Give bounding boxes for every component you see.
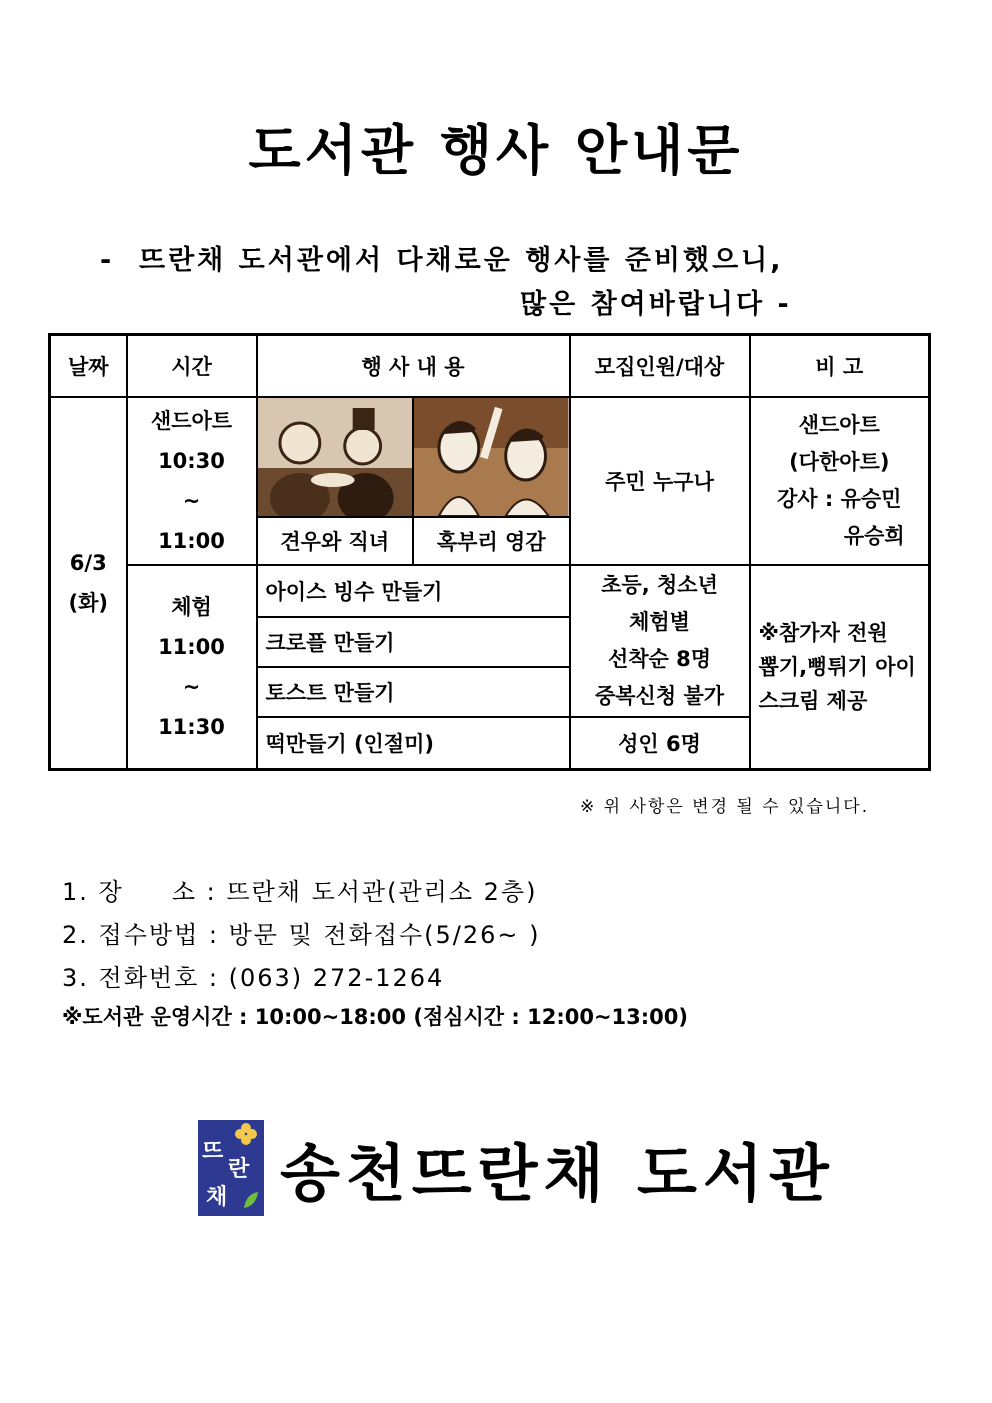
date-text: 6/3 [69,550,107,575]
logo-text: 송천뜨란채 도서관 [280,1136,835,1210]
table-row [50,397,930,565]
subtitle-line2: 많은 참여바랍니다 - [520,289,792,320]
info-phone: 3. 전화번호 : (063) 272-1264 [62,964,445,992]
subtitle-line1: - 뜨란채 도서관에서 다채로운 행사를 준비했으니, [100,245,784,276]
session1-tilde: ~ [182,489,201,513]
session2-target-cell [570,565,750,717]
events-table [48,333,931,771]
session2-note-cell [750,565,930,769]
library-logo [198,1120,835,1216]
logo-mark-char: 뜨 [202,1139,224,1164]
activity-cell: 떡만들기 (인절미) [257,717,570,769]
session1-end: 11:00 [158,529,225,553]
caption-hokburi: 혹부리 영감 [412,518,569,564]
activity-cell: 크로플 만들기 [257,617,570,667]
info-place: 1. 장 소 : 뜨란채 도서관(관리소 2층) [62,878,538,906]
table-header-row [50,335,930,398]
note-line: 유승희 [843,524,905,548]
logo-mark-char: 채 [206,1185,228,1210]
table-row [50,565,930,617]
note-line: 스크림 제공 [758,688,868,713]
sand-art-image-2 [412,398,569,516]
session2-time-cell [127,565,257,769]
logo-mark [198,1120,264,1216]
target-line: 초등, 청소년 [601,573,718,597]
session1-time-cell [127,397,257,565]
header-target: 모집인원/대상 [570,335,750,398]
date-cell [50,397,127,769]
header-time: 시간 [127,335,257,398]
info-reception: 2. 접수방법 : 방문 및 전화접수(5/26~ ) [62,921,541,949]
session1-note-cell [750,397,930,565]
leaf-icon [242,1190,260,1210]
adult-target-cell: 성인 6명 [570,717,750,769]
session2-tilde: ~ [182,674,201,699]
activity-cell: 토스트 만들기 [257,667,570,717]
session1-start: 10:30 [158,449,225,473]
target-line: 체험별 [629,610,690,634]
activity-cell: 아이스 빙수 만들기 [257,565,570,617]
disclaimer: ※ 위 사항은 변경 될 수 있습니다. [580,797,870,817]
note-line: 샌드아트 [798,413,880,437]
session2-end: 11:30 [158,714,225,739]
logo-mark-char: 란 [228,1157,250,1182]
header-content: 행 사 내 용 [257,335,570,398]
session1-target-cell: 주민 누구나 [570,397,750,565]
target-line: 선착순 8명 [607,647,712,671]
session1-name: 샌드아트 [150,409,233,433]
caption-gyeonu: 견우와 직녀 [280,530,390,554]
note-line: (다한아트) [789,450,890,474]
page-title: 도서관 행사 안내문 [248,119,744,182]
session2-name: 체험 [171,594,212,619]
note-line: 강사 : 유승민 [777,487,902,511]
info-hours: ※도서관 운영시간 : 10:00~18:00 (점심시간 : 12:00~13:00) [62,1005,688,1029]
day-text: (화) [68,590,108,615]
session1-content-cell [257,397,570,565]
target-line: 중복신청 불가 [594,684,725,708]
sand-art-image-1 [258,398,413,516]
session2-start: 11:00 [158,634,225,659]
note-line: ※참가자 전원 [758,620,888,645]
note-line: 뽑기,뻥튀기 아이 [758,654,916,679]
flower-icon [234,1122,258,1146]
header-note: 비 고 [750,335,930,398]
header-date: 날짜 [50,335,127,398]
